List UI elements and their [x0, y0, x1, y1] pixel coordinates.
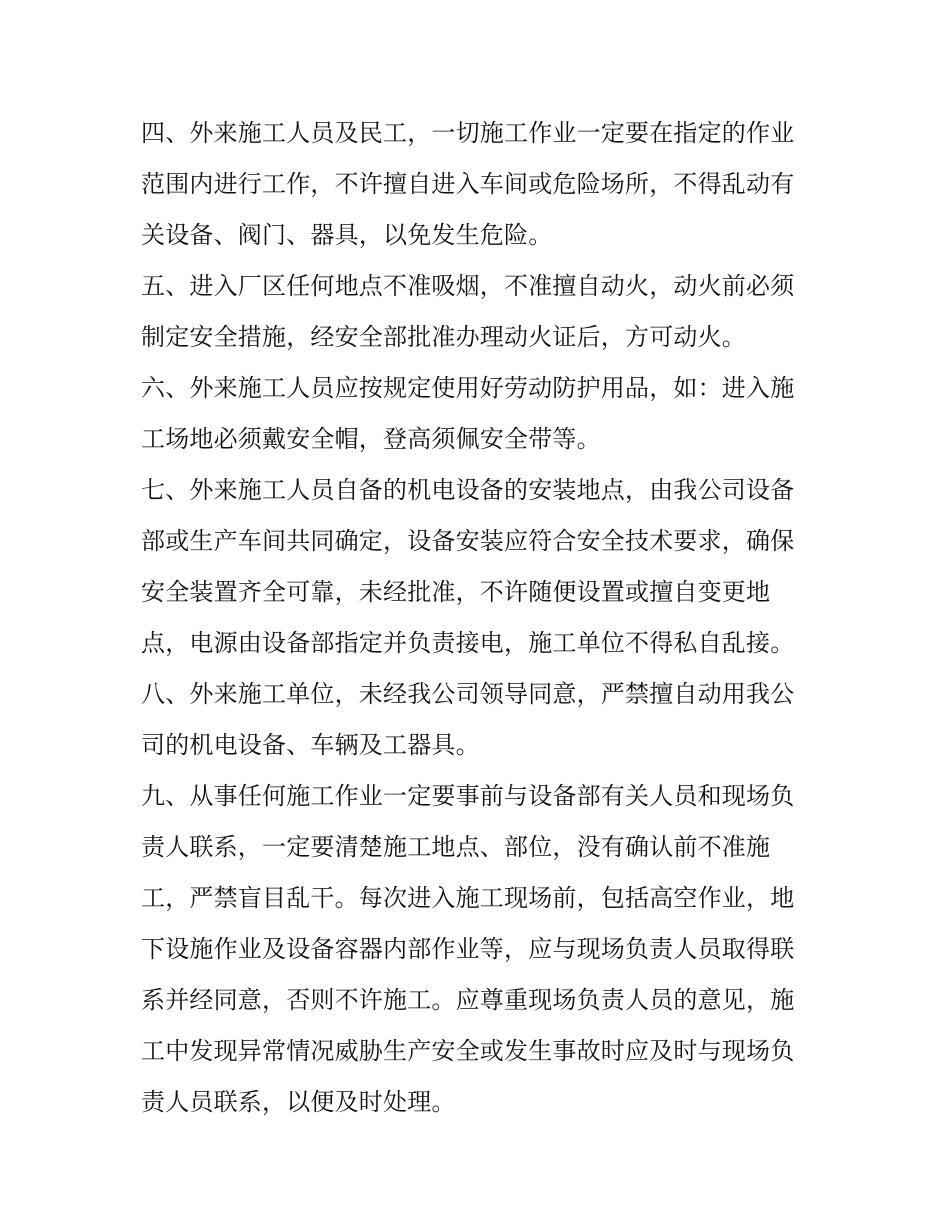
text-line: 工中发现异常情况威胁生产安全或发生事故时应及时与现场负 — [141, 1037, 795, 1065]
text-line: 责人员联系，以便及时处理。 — [141, 1088, 456, 1116]
text-line: 四、外来施工人员及民工，一切施工作业一定要在指定的作业 — [141, 119, 795, 147]
text-line: 责人联系，一定要清楚施工地点、部位，没有确认前不准施 — [141, 833, 771, 861]
text-line: 安全装置齐全可靠，未经批准，不许随便设置或擅自变更地 — [141, 578, 771, 606]
text-line: 工，严禁盲目乱干。每次进入施工现场前，包括高空作业，地 — [141, 884, 795, 912]
text-line: 七、外来施工人员自备的机电设备的安装地点，由我公司设备 — [141, 476, 795, 504]
text-line: 八、外来施工单位，未经我公司领导同意，严禁擅自动用我公 — [141, 680, 795, 708]
text-line: 六、外来施工人员应按规定使用好劳动防护用品，如：进入施 — [141, 374, 795, 402]
text-line: 制定安全措施，经安全部批准办理动火证后，方可动火。 — [141, 323, 746, 351]
document-body — [141, 108, 821, 1128]
text-line: 下设施作业及设备容器内部作业等，应与现场负责人员取得联 — [141, 935, 795, 963]
text-line: 系并经同意，否则不许施工。应尊重现场负责人员的意见，施 — [141, 986, 795, 1014]
text-line: 五、进入厂区任何地点不准吸烟，不准擅自动火，动火前必须 — [141, 272, 795, 300]
text-line: 点，电源由设备部指定并负责接电，施工单位不得私自乱接。 — [141, 629, 795, 657]
text-line: 部或生产车间共同确定，设备安装应符合安全技术要求，确保 — [141, 527, 795, 555]
text-line: 司的机电设备、车辆及工器具。 — [141, 731, 480, 759]
text-line: 工场地必须戴安全帽，登高须佩安全带等。 — [141, 425, 601, 453]
text-line: 范围内进行工作，不许擅自进入车间或危险场所，不得乱动有 — [141, 170, 795, 198]
text-line: 关设备、阀门、器具，以免发生危险。 — [141, 221, 553, 249]
text-line: 九、从事任何施工作业一定要事前与设备部有关人员和现场负 — [141, 782, 795, 810]
